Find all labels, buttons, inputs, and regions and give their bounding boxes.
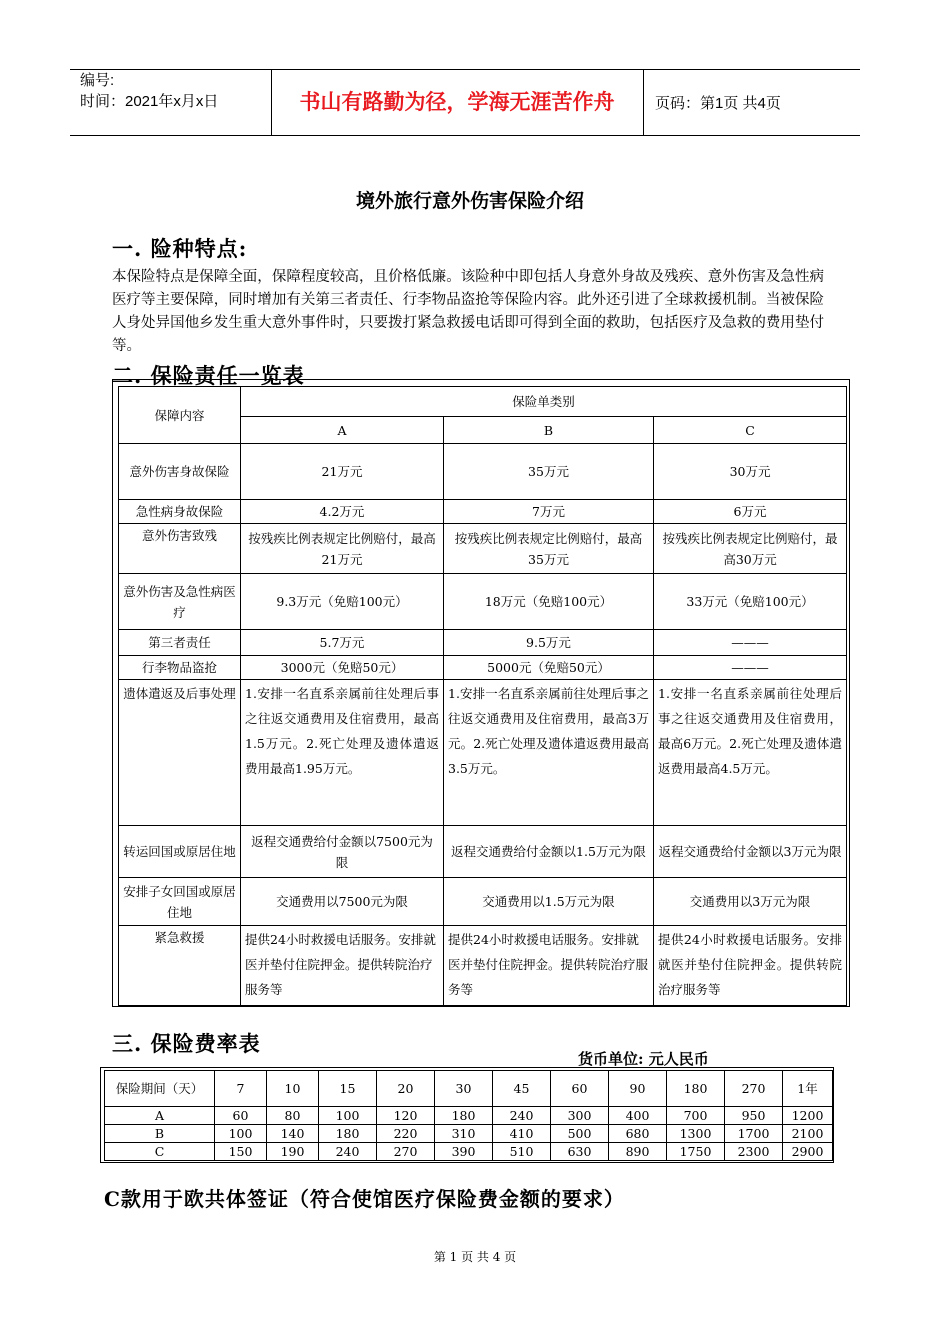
row-label: 遗体遣返及后事处理 [119, 680, 241, 826]
row-label: 第三者责任 [119, 630, 241, 656]
table-row [119, 630, 847, 656]
currency-unit: 货币单位: 元人民币 [578, 1050, 709, 1068]
period-cell: 60 [551, 1071, 609, 1107]
rate-cell: 410 [493, 1125, 551, 1143]
cell-plan-c: 交通费用以3万元为限 [654, 878, 847, 926]
rate-cell: 950 [725, 1107, 783, 1125]
cell-plan-b: 1.安排一名直系亲属前往处理后事之往返交通费用及住宿费用，最高3万元。2.死亡处理及遗体遣返费用最高3.5万元。 [444, 680, 654, 826]
period-cell: 10 [267, 1071, 319, 1107]
cell-plan-c: 1.安排一名直系亲属前往处理后事之往返交通费用及住宿费用，最高6万元。2.死亡处理及遗体遣返费用最高4.5万元。 [654, 680, 847, 826]
table-row [119, 926, 847, 1006]
cell-plan-b: 7万元 [444, 500, 654, 524]
col-header-content: 保障内容 [119, 387, 241, 444]
header-motto: 书山有路勤为径，学海无涯苦作舟 [299, 91, 615, 114]
rate-cell: 630 [551, 1143, 609, 1161]
cell-plan-a: 21万元 [241, 444, 444, 500]
table-row [119, 574, 847, 630]
rate-cell: 1200 [783, 1107, 833, 1125]
rate-plan: B [105, 1125, 215, 1143]
cell-plan-c: 提供24小时救援电话服务。安排就医并垫付住院押金。提供转院治疗服务等 [654, 926, 847, 1006]
rate-cell: 80 [267, 1107, 319, 1125]
rate-cell: 890 [609, 1143, 667, 1161]
cell-plan-c: 返程交通费给付金额以3万元为限 [654, 826, 847, 878]
rate-table [104, 1070, 833, 1161]
section3-heading: 三. 保险费率表 [112, 1031, 261, 1056]
cell-plan-b: 交通费用以1.5万元为限 [444, 878, 654, 926]
rate-cell: 500 [551, 1125, 609, 1143]
row-label: 安排子女回国或原居住地 [119, 878, 241, 926]
section2-heading: 二. 保险责任一览表 [112, 363, 305, 388]
table-row [119, 656, 847, 680]
cell-plan-c: 按残疾比例表规定比例赔付，最高30万元 [654, 524, 847, 574]
period-cell: 45 [493, 1071, 551, 1107]
plan-a-header: A [241, 417, 444, 444]
table-row [119, 500, 847, 524]
cell-plan-a: 1.安排一名直系亲属前往处理后事之往返交通费用及住宿费用，最高1.5万元。2.死亡处理及遗体遣返费用最高1.95万元。 [241, 680, 444, 826]
plan-c-note: C款用于欧共体签证（符合使馆医疗保险费金额的要求） [104, 1187, 625, 1211]
rate-cell: 510 [493, 1143, 551, 1161]
period-cell: 270 [725, 1071, 783, 1107]
cell-plan-a: 9.3万元（免赔100元） [241, 574, 444, 630]
rate-cell: 60 [215, 1107, 267, 1125]
document-title: 境外旅行意外伤害保险介绍 [355, 190, 584, 212]
cell-plan-b: 返程交通费给付金额以1.5万元为限 [444, 826, 654, 878]
col-header-plan-type: 保险单类别 [241, 387, 847, 417]
cell-plan-c: 33万元（免赔100元） [654, 574, 847, 630]
rate-cell: 140 [267, 1125, 319, 1143]
rate-cell: 180 [319, 1125, 377, 1143]
header-meta [80, 70, 218, 112]
rate-cell: 390 [435, 1143, 493, 1161]
rate-plan: C [105, 1143, 215, 1161]
rate-cell: 100 [215, 1125, 267, 1143]
rate-row [105, 1107, 833, 1125]
cell-plan-c: ——— [654, 656, 847, 680]
rate-cell: 270 [377, 1143, 435, 1161]
cell-plan-b: 按残疾比例表规定比例赔付，最高35万元 [444, 524, 654, 574]
rate-plan: A [105, 1107, 215, 1125]
cell-plan-a: 按残疾比例表规定比例赔付，最高21万元 [241, 524, 444, 574]
cell-plan-a: 5.7万元 [241, 630, 444, 656]
cell-plan-c: 6万元 [654, 500, 847, 524]
rate-cell: 180 [435, 1107, 493, 1125]
cell-plan-b: 35万元 [444, 444, 654, 500]
doc-time-label: 时间：2021年x月x日 [80, 93, 219, 110]
row-label: 意外伤害身故保险 [119, 444, 241, 500]
period-cell: 1年 [783, 1071, 833, 1107]
row-label: 急性病身故保险 [119, 500, 241, 524]
rate-cell: 1700 [725, 1125, 783, 1143]
table-row [119, 524, 847, 574]
cell-plan-a: 交通费用以7500元为限 [241, 878, 444, 926]
period-cell: 180 [667, 1071, 725, 1107]
table-row [119, 878, 847, 926]
row-label: 意外伤害致残 [119, 524, 241, 574]
cell-plan-c: ——— [654, 630, 847, 656]
cell-plan-a: 返程交通费给付金额以7500元为限 [241, 826, 444, 878]
rate-cell: 400 [609, 1107, 667, 1125]
rate-cell: 220 [377, 1125, 435, 1143]
period-cell: 90 [609, 1071, 667, 1107]
table-row [119, 444, 847, 500]
rate-cell: 700 [667, 1107, 725, 1125]
plan-b-header: B [444, 417, 654, 444]
period-cell: 7 [215, 1071, 267, 1107]
table-row [119, 826, 847, 878]
row-label: 紧急救援 [119, 926, 241, 1006]
rate-cell: 2300 [725, 1143, 783, 1161]
rate-cell: 310 [435, 1125, 493, 1143]
cell-plan-c: 30万元 [654, 444, 847, 500]
period-cell: 20 [377, 1071, 435, 1107]
page-footer: 第 1 页 共 4 页 [433, 1250, 517, 1264]
rate-cell: 1300 [667, 1125, 725, 1143]
rate-cell: 680 [609, 1125, 667, 1143]
cell-plan-a: 4.2万元 [241, 500, 444, 524]
period-cell: 15 [319, 1071, 377, 1107]
table-row [119, 680, 847, 826]
cell-plan-b: 18万元（免赔100元） [444, 574, 654, 630]
rate-cell: 100 [319, 1107, 377, 1125]
rate-row [105, 1143, 833, 1161]
header-page-info: 页码：第1页 共4页 [655, 95, 781, 112]
rate-cell: 2900 [783, 1143, 833, 1161]
row-label: 意外伤害及急性病医疗 [119, 574, 241, 630]
rate-cell: 1750 [667, 1143, 725, 1161]
rate-cell: 190 [267, 1143, 319, 1161]
section1-body: 本保险特点是保障全面，保障程度较高，且价格低廉。该险种中即包括人身意外身故及残疾、意外伤害及急性病医疗等主要保障，同时增加有关第三者责任、行李物品盗抢等保险内容。此外还引进了全球救援机制。当被保险人身处异国他乡发生重大意外事件时，只要拨打紧急救援电话即可得到全面的救助，包括医疗及急救的费用垫付等。 [112, 269, 824, 354]
coverage-table [118, 386, 847, 1006]
rate-cell: 300 [551, 1107, 609, 1125]
cell-plan-b: 5000元（免赔50元） [444, 656, 654, 680]
section1-heading: 一. 险种特点: [112, 236, 248, 261]
period-cell: 30 [435, 1071, 493, 1107]
rate-cell: 240 [319, 1143, 377, 1161]
cell-plan-b: 9.5万元 [444, 630, 654, 656]
cell-plan-a: 3000元（免赔50元） [241, 656, 444, 680]
rate-cell: 240 [493, 1107, 551, 1125]
rate-row [105, 1125, 833, 1143]
rate-cell: 120 [377, 1107, 435, 1125]
row-label: 行李物品盗抢 [119, 656, 241, 680]
cell-plan-a: 提供24小时救援电话服务。安排就医并垫付住院押金。提供转院治疗服务等 [241, 926, 444, 1006]
doc-number-label: 编号: [80, 72, 115, 89]
rate-cell: 2100 [783, 1125, 833, 1143]
period-label: 保险期间（天） [105, 1071, 215, 1107]
row-label: 转运回国或原居住地 [119, 826, 241, 878]
plan-c-header: C [654, 417, 847, 444]
rate-header-row [105, 1071, 833, 1107]
rate-cell: 150 [215, 1143, 267, 1161]
cell-plan-b: 提供24小时救援电话服务。安排就医并垫付住院押金。提供转院治疗服务等 [444, 926, 654, 1006]
